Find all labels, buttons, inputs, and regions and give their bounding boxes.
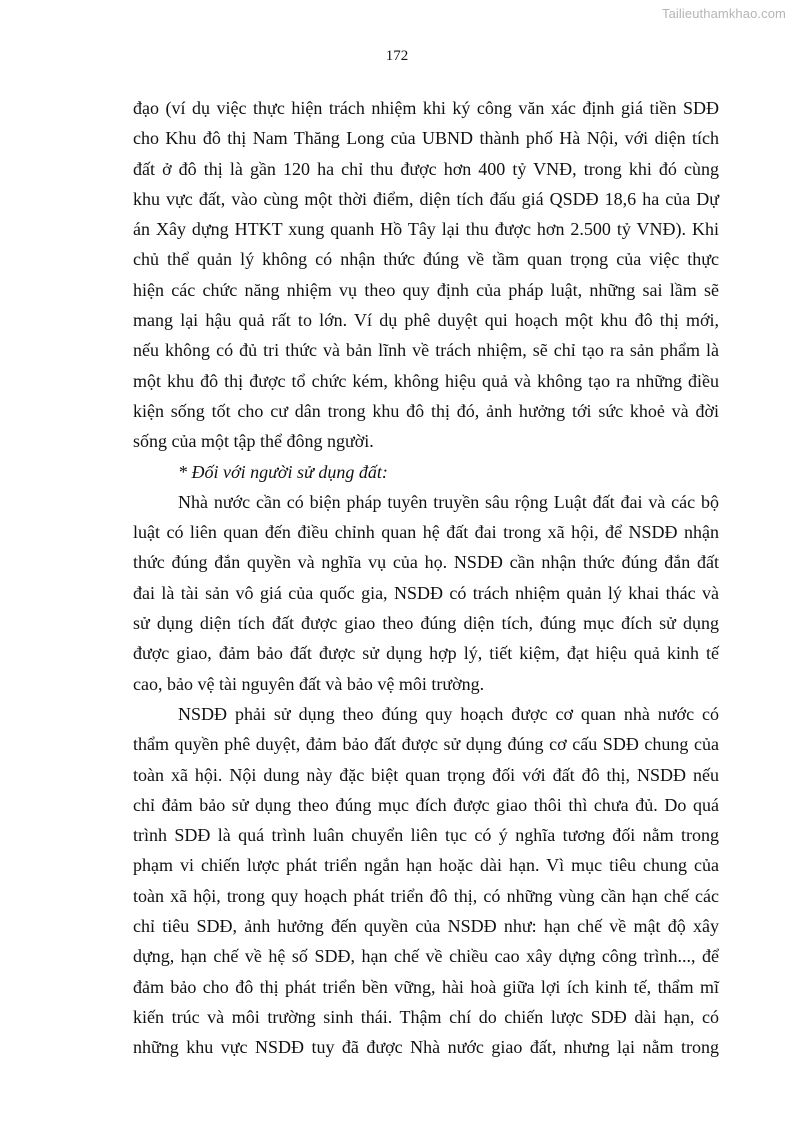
watermark: Tailieuthamkhao.com [661, 6, 786, 21]
text-line: thẩm quyền phê duyệt, đảm bảo đất được sử dụng đúng cơ cấu SDĐ chung của [133, 734, 719, 755]
text-line: án Xây dựng HTKT xung quanh Hồ Tây lại thu được hơn 2.500 tỷ VNĐ). Khi [133, 219, 719, 240]
text-line: NSDĐ phải sử dụng theo đúng quy hoạch được cơ quan nhà nước có [178, 703, 719, 724]
section-subheading: * Đối với người sử dụng đất: [178, 461, 388, 482]
text-line: sử dụng diện tích đất được giao theo đúng diện tích, đúng mục đích sử dụng [133, 613, 719, 634]
text-line: nếu không có đủ tri thức và bản lĩnh về trách nhiệm, sẽ chỉ tạo ra sản phẩm là [133, 340, 719, 361]
text-line: cho Khu đô thị Nam Thăng Long của UBND thành phố Hà Nội, với diện tích [133, 128, 719, 149]
text-line: sống của một tập thể đông người. [133, 431, 374, 452]
text-line: đảm bảo cho đô thị phát triển bền vững, hài hoà giữa lợi ích kinh tế, thẩm mĩ [133, 976, 719, 997]
text-line: kiện sống tốt cho cư dân trong khu đô thị đó, ảnh hưởng tới sức khoẻ và đời [133, 400, 719, 421]
text-line: chỉ đảm bảo sử dụng theo đúng mục đích được giao thôi thì chưa đủ. Do quá [133, 794, 719, 815]
text-line: toàn xã hội, trong quy hoạch phát triển đô thị, có những vùng cần hạn chế các [133, 885, 719, 906]
text-line: Nhà nước cần có biện pháp tuyên truyền sâu rộng Luật đất đai và các bộ [178, 491, 719, 512]
text-line: được giao, đảm bảo đất được sử dụng hợp lý, tiết kiệm, đạt hiệu quả kinh tế [133, 643, 719, 664]
text-line: đất ở đô thị là gần 120 ha chỉ thu được hơn 400 tỷ VNĐ, trong khi đó cùng [133, 158, 719, 179]
text-line: đai là tài sản vô giá của quốc gia, NSDĐ có trách nhiệm quản lý khai thác và [133, 582, 719, 603]
text-line: những khu vực NSDĐ tuy đã được Nhà nước giao đất, nhưng lại nằm trong [133, 1037, 719, 1058]
text-line: mang lại hậu quả rất to lớn. Ví dụ phê duyệt qui hoạch một khu đô thị mới, [133, 310, 719, 331]
text-line: đạo (ví dụ việc thực hiện trách nhiệm khi ký công văn xác định giá tiền SDĐ [133, 98, 719, 118]
document-body [133, 93, 719, 1063]
text-line: khu vực đất, vào cùng một thời điểm, diện tích đấu giá QSDĐ 18,6 ha của Dự [133, 188, 719, 209]
text-line: phạm vi chiến lược phát triển ngắn hạn hoặc dài hạn. Vì mục tiêu chung của [133, 855, 719, 876]
text-line: cao, bảo vệ tài nguyên đất và bảo vệ môi trường. [133, 673, 485, 694]
text-line: toàn xã hội. Nội dung này đặc biệt quan trọng đối với đất đô thị, NSDĐ nếu [133, 764, 719, 785]
text-line: một khu đô thị được tổ chức kém, không hiệu quả và không tạo ra những điều [133, 370, 719, 391]
text-line: trình SDĐ là quá trình luân chuyển liên tục có ý nghĩa tương đối nằm trong [133, 825, 719, 846]
text-line: dựng, hạn chế về hệ số SDĐ, hạn chế về chiều cao xây dựng công trình..., để [133, 946, 719, 967]
text-line: chủ thể quản lý không có nhận thức đúng về tầm quan trọng của việc thực [133, 249, 719, 270]
page-number: 172 [385, 48, 409, 64]
text-line: luật có liên quan đến điều chỉnh quan hệ đất đai trong xã hội, để NSDĐ nhận [133, 522, 719, 543]
text-line: hiện các chức năng nhiệm vụ theo quy định của pháp luật, những sai lầm sẽ [133, 279, 719, 300]
text-line: chỉ tiêu SDĐ, ảnh hưởng đến quyền của NSDĐ như: hạn chế về mật độ xây [133, 916, 719, 937]
text-line: thức đúng đắn quyền và nghĩa vụ của họ. NSDĐ cần nhận thức đúng đắn đất [133, 552, 719, 573]
text-line: kiến trúc và môi trường sinh thái. Thậm chí do chiến lược SDĐ dài hạn, có [133, 1006, 719, 1027]
